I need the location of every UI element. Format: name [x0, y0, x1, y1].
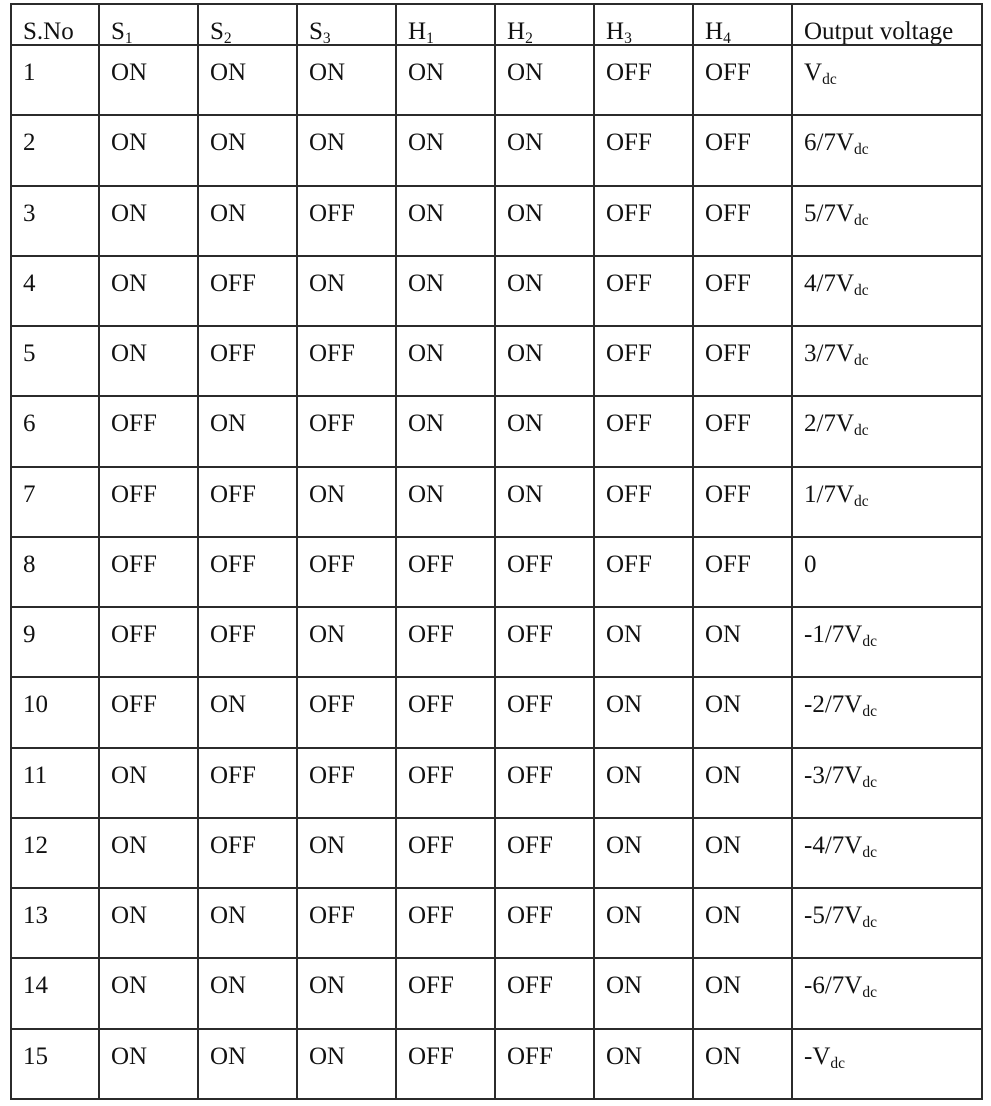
cell-s1-state: ON: [99, 958, 198, 1028]
cell-s2-state: ON: [198, 115, 297, 185]
header-label: H: [507, 18, 526, 45]
cell-h1-state: OFF: [396, 1029, 495, 1099]
output-subscript: dc: [854, 141, 869, 159]
cell-output-voltage: [792, 256, 982, 326]
table-row: [11, 1029, 982, 1099]
output-subscript: dc: [822, 70, 837, 88]
cell-s2-state: ON: [198, 1029, 297, 1099]
table-row: [11, 467, 982, 537]
header-h1: [396, 4, 495, 45]
header-label: H: [705, 18, 724, 45]
output-value: -V: [804, 1042, 831, 1070]
cell-output-voltage: [792, 958, 982, 1028]
header-sno: [11, 4, 99, 45]
cell-s3-state: OFF: [297, 748, 396, 818]
cell-s2-state: ON: [198, 958, 297, 1028]
output-subscript: dc: [854, 211, 869, 229]
cell-h2-state: OFF: [495, 1029, 594, 1099]
cell-s2-state: OFF: [198, 326, 297, 396]
cell-sno: 13: [11, 888, 99, 958]
output-subscript: dc: [854, 492, 869, 510]
cell-output-voltage: [792, 186, 982, 256]
cell-s1-state: ON: [99, 256, 198, 326]
output-value: -5/7V: [804, 902, 863, 930]
cell-sno: 4: [11, 256, 99, 326]
table-body: [11, 45, 982, 1099]
table-header-row: [11, 4, 982, 45]
output-value: 5/7V: [804, 199, 854, 227]
cell-output-voltage: [792, 467, 982, 537]
cell-h4-state: ON: [693, 677, 792, 747]
cell-output-voltage: [792, 677, 982, 747]
cell-h4-state: OFF: [693, 326, 792, 396]
cell-s2-state: ON: [198, 396, 297, 466]
cell-h1-state: ON: [396, 396, 495, 466]
output-value: V: [804, 59, 823, 86]
header-label: S: [210, 18, 224, 45]
cell-s1-state: ON: [99, 748, 198, 818]
cell-h3-state: ON: [594, 888, 693, 958]
output-value: -3/7V: [804, 761, 863, 789]
output-subscript: dc: [862, 914, 877, 932]
cell-h2-state: OFF: [495, 748, 594, 818]
cell-h3-state: OFF: [594, 186, 693, 256]
output-value: 4/7V: [804, 269, 854, 297]
cell-output-voltage: [792, 537, 982, 607]
output-value: 6/7V: [804, 129, 854, 157]
header-s1: [99, 4, 198, 45]
cell-output-voltage: [792, 115, 982, 185]
cell-s2-state: OFF: [198, 467, 297, 537]
header-h2: [495, 4, 594, 45]
header-subscript: 2: [223, 29, 232, 45]
cell-s3-state: ON: [297, 467, 396, 537]
cell-sno: 10: [11, 677, 99, 747]
output-value: 0: [804, 550, 817, 578]
output-value: 1/7V: [804, 480, 854, 508]
header-subscript: 1: [124, 29, 133, 45]
cell-sno: 8: [11, 537, 99, 607]
cell-h2-state: OFF: [495, 607, 594, 677]
cell-output-voltage: [792, 326, 982, 396]
cell-h3-state: ON: [594, 818, 693, 888]
cell-sno: 6: [11, 396, 99, 466]
cell-s3-state: OFF: [297, 186, 396, 256]
cell-h3-state: OFF: [594, 45, 693, 115]
output-value: -2/7V: [804, 691, 863, 719]
cell-s3-state: ON: [297, 256, 396, 326]
cell-s3-state: OFF: [297, 326, 396, 396]
cell-h4-state: ON: [693, 1029, 792, 1099]
cell-s3-state: ON: [297, 1029, 396, 1099]
cell-sno: 15: [11, 1029, 99, 1099]
table-row: [11, 888, 982, 958]
cell-h4-state: OFF: [693, 45, 792, 115]
cell-h1-state: OFF: [396, 537, 495, 607]
cell-h4-state: ON: [693, 748, 792, 818]
cell-h3-state: ON: [594, 958, 693, 1028]
output-subscript: dc: [862, 984, 877, 1002]
cell-output-voltage: [792, 607, 982, 677]
cell-s3-state: ON: [297, 115, 396, 185]
table-row: [11, 45, 982, 115]
cell-output-voltage: [792, 748, 982, 818]
cell-sno: 11: [11, 748, 99, 818]
header-label: H: [606, 18, 625, 45]
cell-s1-state: ON: [99, 186, 198, 256]
cell-s1-state: ON: [99, 888, 198, 958]
cell-h1-state: OFF: [396, 607, 495, 677]
cell-s1-state: ON: [99, 818, 198, 888]
cell-s2-state: ON: [198, 45, 297, 115]
cell-h2-state: ON: [495, 467, 594, 537]
cell-h2-state: ON: [495, 115, 594, 185]
cell-sno: 12: [11, 818, 99, 888]
cell-s1-state: OFF: [99, 537, 198, 607]
table-row: [11, 326, 982, 396]
cell-h1-state: ON: [396, 467, 495, 537]
cell-sno: 7: [11, 467, 99, 537]
header-label: S: [111, 18, 125, 45]
table-row: [11, 115, 982, 185]
header-s3: [297, 4, 396, 45]
cell-s1-state: ON: [99, 326, 198, 396]
cell-h1-state: OFF: [396, 958, 495, 1028]
cell-sno: 9: [11, 607, 99, 677]
cell-h3-state: ON: [594, 677, 693, 747]
output-subscript: dc: [854, 422, 869, 440]
cell-h2-state: ON: [495, 326, 594, 396]
output-subscript: dc: [862, 703, 877, 721]
table-row: [11, 607, 982, 677]
cell-s2-state: ON: [198, 186, 297, 256]
cell-h2-state: OFF: [495, 958, 594, 1028]
cell-h4-state: OFF: [693, 186, 792, 256]
cell-h4-state: OFF: [693, 115, 792, 185]
output-value: 3/7V: [804, 340, 854, 368]
cell-h3-state: OFF: [594, 537, 693, 607]
cell-output-voltage: [792, 396, 982, 466]
cell-sno: 3: [11, 186, 99, 256]
cell-h4-state: OFF: [693, 256, 792, 326]
cell-h2-state: ON: [495, 396, 594, 466]
cell-s3-state: OFF: [297, 537, 396, 607]
cell-s3-state: OFF: [297, 888, 396, 958]
output-subscript: dc: [854, 351, 869, 369]
cell-h1-state: ON: [396, 186, 495, 256]
cell-s2-state: OFF: [198, 818, 297, 888]
output-subscript: dc: [854, 281, 869, 299]
cell-output-voltage: [792, 888, 982, 958]
cell-s1-state: ON: [99, 45, 198, 115]
output-value: 2/7V: [804, 410, 854, 438]
cell-h1-state: ON: [396, 115, 495, 185]
cell-h2-state: ON: [495, 186, 594, 256]
cell-h3-state: OFF: [594, 467, 693, 537]
cell-s1-state: ON: [99, 1029, 198, 1099]
cell-output-voltage: [792, 818, 982, 888]
cell-s1-state: OFF: [99, 677, 198, 747]
cell-s3-state: ON: [297, 45, 396, 115]
table-row: [11, 748, 982, 818]
cell-h4-state: ON: [693, 818, 792, 888]
output-value: -4/7V: [804, 831, 863, 859]
cell-h3-state: ON: [594, 1029, 693, 1099]
cell-s3-state: OFF: [297, 396, 396, 466]
output-value: -1/7V: [804, 621, 863, 649]
cell-h2-state: OFF: [495, 677, 594, 747]
cell-h4-state: OFF: [693, 396, 792, 466]
cell-s2-state: OFF: [198, 256, 297, 326]
cell-h3-state: ON: [594, 607, 693, 677]
table-row: [11, 958, 982, 1028]
table-row: [11, 677, 982, 747]
header-subscript: 3: [624, 29, 632, 45]
header-label: H: [408, 18, 427, 45]
cell-s1-state: OFF: [99, 396, 198, 466]
cell-s3-state: OFF: [297, 677, 396, 747]
cell-sno: 2: [11, 115, 99, 185]
cell-h3-state: OFF: [594, 326, 693, 396]
cell-s2-state: ON: [198, 888, 297, 958]
cell-h2-state: ON: [495, 256, 594, 326]
table-row: [11, 256, 982, 326]
output-value: -6/7V: [804, 972, 863, 1000]
cell-s1-state: ON: [99, 115, 198, 185]
cell-sno: 1: [11, 45, 99, 115]
header-subscript: 2: [525, 29, 533, 45]
cell-s2-state: OFF: [198, 748, 297, 818]
header-h4: [693, 4, 792, 45]
cell-h3-state: OFF: [594, 396, 693, 466]
cell-h4-state: OFF: [693, 467, 792, 537]
table-row: [11, 537, 982, 607]
cell-h4-state: ON: [693, 607, 792, 677]
cell-sno: 5: [11, 326, 99, 396]
cell-h2-state: OFF: [495, 537, 594, 607]
header-subscript: 3: [322, 29, 331, 45]
table-row: [11, 396, 982, 466]
switching-states-table: [10, 3, 983, 1100]
cell-h4-state: ON: [693, 888, 792, 958]
cell-h2-state: OFF: [495, 818, 594, 888]
cell-s2-state: OFF: [198, 537, 297, 607]
cell-sno: 14: [11, 958, 99, 1028]
header-label: Output voltage: [804, 18, 954, 45]
output-subscript: dc: [862, 843, 877, 861]
cell-h1-state: OFF: [396, 748, 495, 818]
cell-h2-state: OFF: [495, 888, 594, 958]
header-h3: [594, 4, 693, 45]
output-subscript: dc: [862, 773, 877, 791]
output-subscript: dc: [830, 1054, 846, 1072]
header-label: S.No: [23, 18, 74, 45]
cell-h2-state: ON: [495, 45, 594, 115]
cell-h1-state: ON: [396, 256, 495, 326]
cell-s3-state: ON: [297, 607, 396, 677]
cell-s3-state: ON: [297, 818, 396, 888]
header-subscript: 4: [723, 29, 731, 45]
output-subscript: dc: [862, 633, 877, 650]
cell-s2-state: OFF: [198, 607, 297, 677]
cell-s3-state: ON: [297, 958, 396, 1028]
cell-h1-state: ON: [396, 326, 495, 396]
cell-h1-state: OFF: [396, 888, 495, 958]
table-row: [11, 186, 982, 256]
cell-s1-state: OFF: [99, 607, 198, 677]
header-subscript: 1: [426, 29, 434, 45]
table-row: [11, 818, 982, 888]
header-output-voltage: [792, 4, 982, 45]
cell-s1-state: OFF: [99, 467, 198, 537]
cell-h3-state: OFF: [594, 256, 693, 326]
cell-h1-state: OFF: [396, 818, 495, 888]
cell-output-voltage: [792, 1029, 982, 1099]
cell-s2-state: ON: [198, 677, 297, 747]
header-s2: [198, 4, 297, 45]
header-label: S: [309, 18, 323, 45]
cell-h4-state: OFF: [693, 537, 792, 607]
cell-h1-state: OFF: [396, 677, 495, 747]
cell-h3-state: OFF: [594, 115, 693, 185]
cell-h4-state: ON: [693, 958, 792, 1028]
cell-h1-state: ON: [396, 45, 495, 115]
cell-h3-state: ON: [594, 748, 693, 818]
cell-output-voltage: [792, 45, 982, 115]
